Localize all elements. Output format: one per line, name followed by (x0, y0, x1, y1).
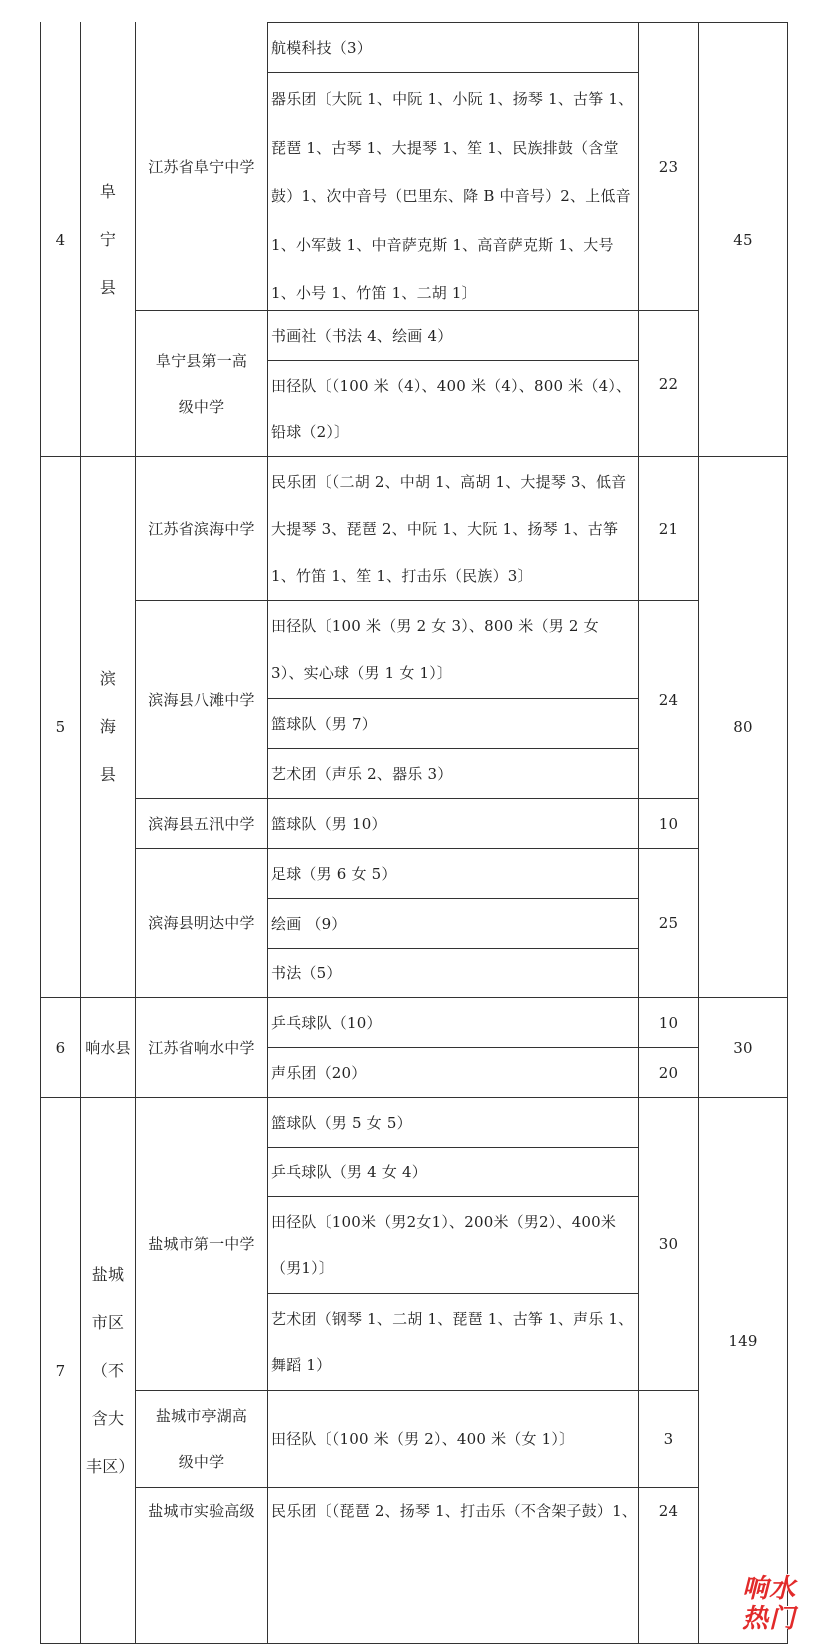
school-count: 24 (658, 690, 679, 709)
school-name: 江苏省滨海中学 (148, 519, 255, 538)
item-cell (268, 601, 638, 698)
item-cell: 乒乓球队（男 4 女 4） (271, 1163, 427, 1181)
school-cell (136, 23, 267, 310)
county-name: 阜宁县 (99, 181, 117, 297)
county-total: 30 (733, 1038, 753, 1057)
watermark-logo (728, 1571, 810, 1637)
school-count: 23 (658, 157, 679, 176)
row-number: 5 (55, 718, 66, 736)
school-name: 阜宁县第一高级中学 (155, 351, 248, 416)
school-count: 25 (658, 914, 679, 932)
county-name: 响水县 (85, 1038, 131, 1057)
item-cell: 足球（男 6 女 5） (271, 864, 397, 883)
item-cell: 田径队〔（100 米（男 2）、400 米（女 1）〕 (271, 1430, 575, 1448)
item-cell (268, 1294, 638, 1390)
school-cell (136, 1098, 267, 1390)
row-number: 4 (55, 230, 66, 249)
school-count: 3 (663, 1430, 674, 1448)
item-cell: 绘画 （9） (271, 914, 347, 933)
item-text: 艺术团（钢琴 1、二胡 1、琵琶 1、古筝 1、声乐 1、舞蹈 1） (271, 1310, 634, 1374)
item-cell: 航模科技（3） (271, 38, 372, 57)
item-cell: 书法（5） (271, 964, 342, 982)
item-text: 田径队〔（100 米（4）、400 米（4）、800 米（4）、铅球（2）〕 (271, 377, 632, 441)
county-cell (81, 1098, 135, 1643)
watermark-line1: 响水 (741, 1574, 796, 1604)
school-name: 滨海县明达中学 (148, 914, 255, 932)
item-cell: 篮球队（男 7） (271, 714, 377, 733)
row-number: 6 (55, 1038, 66, 1057)
school-name: 江苏省阜宁中学 (148, 157, 255, 176)
item-cell (268, 361, 638, 456)
item-count: 20 (658, 1063, 679, 1082)
county-total: 80 (733, 718, 753, 736)
county-name: 盐城市区（不含大丰区） (86, 1264, 135, 1476)
item-cell: 书画社（书法 4、绘画 4） (271, 326, 453, 345)
item-cell: 篮球队（男 5 女 5） (271, 1113, 412, 1132)
school-name: 盐城市第一中学 (148, 1235, 255, 1253)
school-count: 22 (658, 374, 679, 393)
quota-table (40, 22, 788, 1644)
school-count: 21 (658, 519, 679, 538)
school-count: 10 (658, 814, 679, 833)
school-name: 滨海县八滩中学 (148, 690, 255, 709)
table-border-right (787, 22, 788, 1644)
item-cell: 艺术团（声乐 2、器乐 3） (271, 764, 453, 783)
row-number: 7 (55, 1361, 66, 1380)
item-cell (268, 1197, 638, 1293)
county-cell (81, 457, 135, 997)
item-text: 器乐团〔大阮 1、中阮 1、小阮 1、扬琴 1、古筝 1、琵琶 1、古琴 1、大提琴 1、笙 1、民族排鼓（含堂鼓）1、次中音号（巴里东、降 B 中音号）2、上低音 1、小军鼓 1、中音萨克斯 1、高音萨克斯 1、大号 1、小号 1、竹笛 1、二胡 1〕 (271, 90, 634, 302)
school-cell (136, 457, 267, 600)
item-text: 民乐团〔（二胡 2、中胡 1、高胡 1、大提琴 3、低音大提琴 3、琵琶 2、中阮 1、大阮 1、扬琴 1、古筝 1、竹笛 1、笙 1、打击乐（民族）3〕 (271, 473, 627, 585)
school-name: 盐城市亭湖高级中学 (155, 1407, 248, 1471)
item-cell: 声乐团（20） (271, 1063, 367, 1082)
watermark-line2: 热门 (741, 1604, 796, 1634)
item-cell: 篮球队（男 10） (271, 814, 387, 833)
school-count: 30 (658, 1235, 679, 1253)
school-cell (136, 311, 267, 456)
county-cell (81, 23, 135, 456)
item-cell (268, 73, 638, 310)
item-cell: 民乐团〔（琵琶 2、扬琴 1、打击乐（不含架子鼓）1、 (271, 1502, 638, 1520)
county-name: 滨海县 (99, 669, 117, 784)
school-cell (136, 1391, 267, 1487)
county-total: 149 (728, 1332, 758, 1350)
item-cell (268, 457, 638, 600)
school-name: 盐城市实验高级 (148, 1502, 255, 1520)
item-count: 10 (658, 1013, 679, 1032)
table-border-bottom (40, 1643, 788, 1644)
school-name: 江苏省响水中学 (148, 1038, 255, 1057)
item-cell: 乒乓球队（10） (271, 1013, 382, 1032)
school-cell (136, 601, 267, 798)
school-name: 滨海县五汛中学 (148, 814, 255, 833)
item-text: 田径队〔100米（男2女1）、200米（男2）、400米（男1）〕 (271, 1213, 617, 1277)
item-text: 田径队〔100 米（男 2 女 3）、800 米（男 2 女 3）、实心球（男 1 女 1）〕 (271, 617, 599, 682)
school-cell (136, 1488, 267, 1643)
school-count: 24 (658, 1502, 679, 1520)
county-total: 45 (733, 230, 753, 249)
